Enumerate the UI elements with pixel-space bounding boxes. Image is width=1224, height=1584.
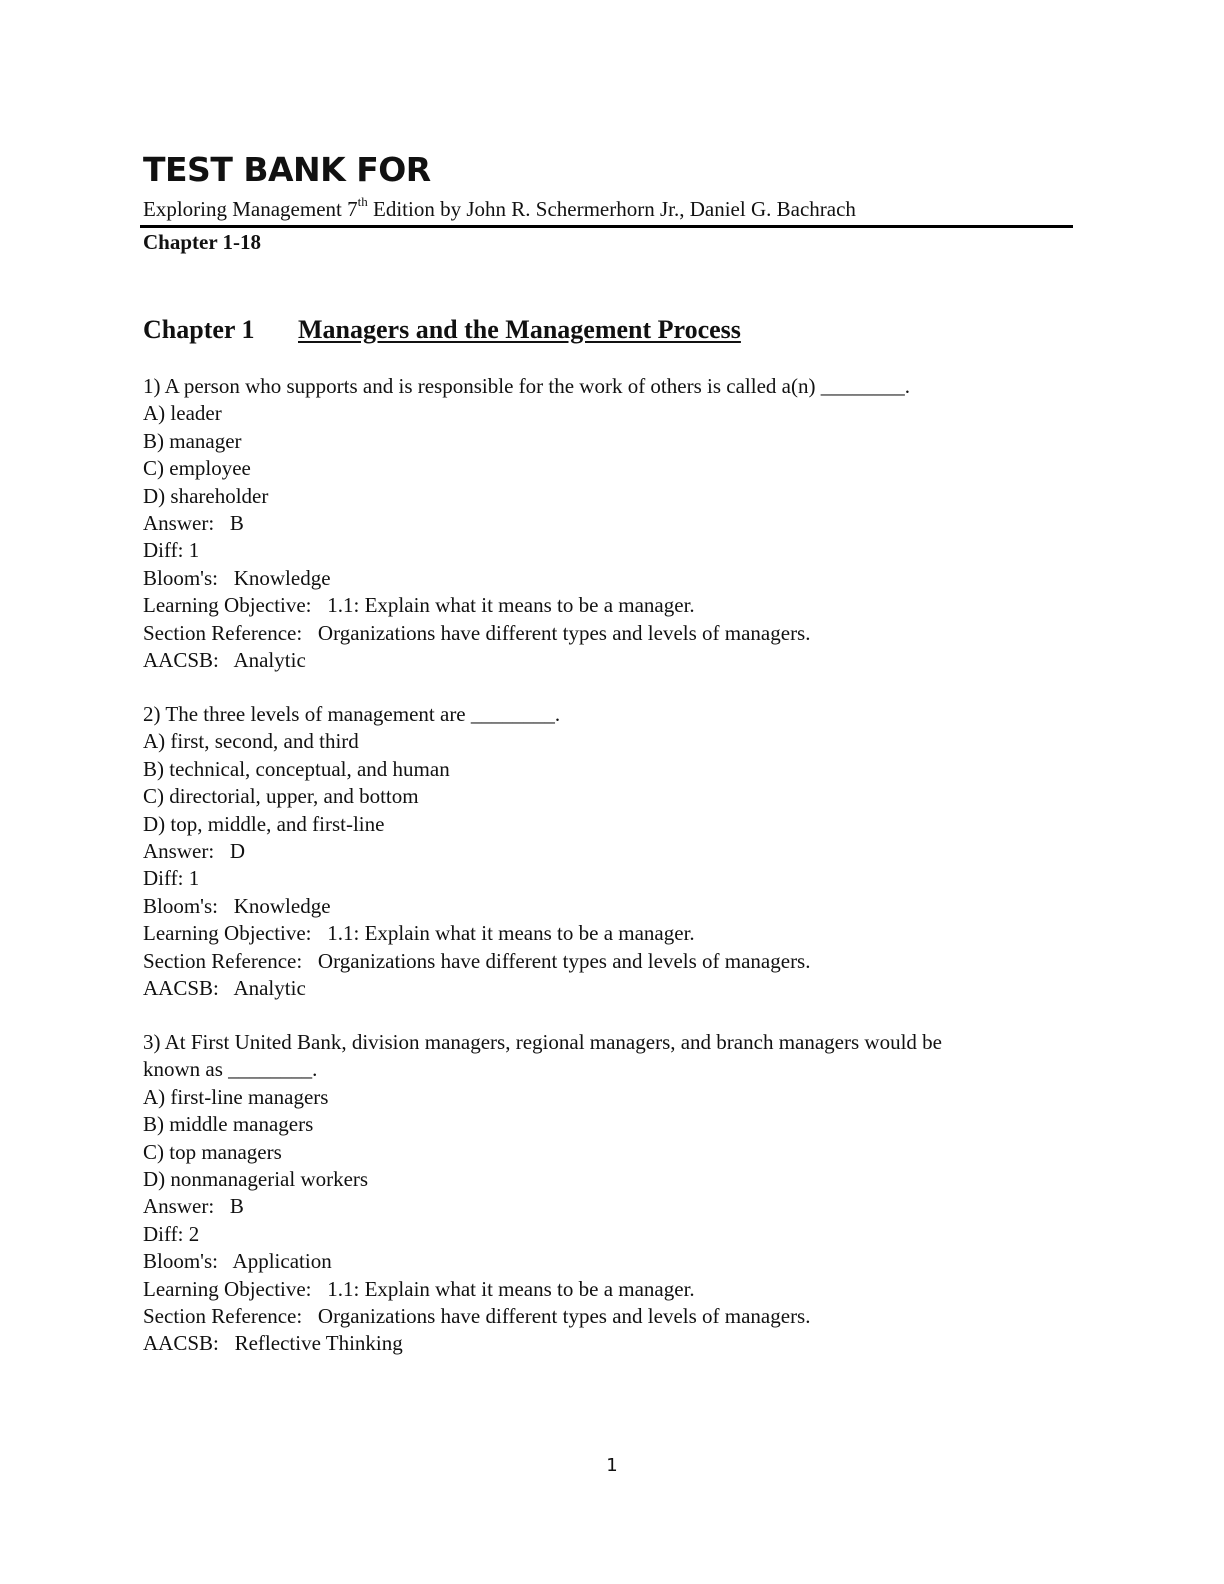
aacsb-tag: AACSB: Reflective Thinking <box>143 1331 403 1356</box>
answer-option: D) nonmanagerial workers <box>143 1167 369 1192</box>
answer-key: Answer: B <box>143 511 244 536</box>
question-stem: 1) A person who supports and is responsible for the work of others is called a(n) ________. <box>143 374 910 398</box>
difficulty: Diff: 1 <box>143 866 200 891</box>
section-reference: Section Reference: Organizations have different types and levels of managers. <box>143 1304 811 1329</box>
answer-option: A) first-line managers <box>143 1084 329 1109</box>
edition-superscript: th <box>357 194 368 209</box>
section-reference: Section Reference: Organizations have different types and levels of managers. <box>143 620 811 645</box>
learning-objective: Learning Objective: 1.1: Explain what it means to be a manager. <box>143 593 695 618</box>
answer-option: C) employee <box>143 456 251 481</box>
chapter-range: Chapter 1-18 <box>143 230 262 254</box>
question-stem: 2) The three levels of management are ________. <box>143 702 561 726</box>
chapter-number: Chapter 1 <box>143 315 255 344</box>
answer-option: C) top managers <box>143 1139 282 1164</box>
blooms-level: Bloom's: Knowledge <box>143 565 331 590</box>
book-subtitle <box>143 196 856 222</box>
learning-objective: Learning Objective: 1.1: Explain what it means to be a manager. <box>143 1276 695 1301</box>
aacsb-tag: AACSB: Analytic <box>143 976 306 1001</box>
question-block <box>143 373 1063 674</box>
answer-key: Answer: D <box>143 839 246 864</box>
answer-key: Answer: B <box>143 1194 244 1219</box>
question-stem: 3) At First United Bank, division managers, regional managers, and branch managers would be <box>143 1030 942 1054</box>
question-block <box>143 701 1063 1002</box>
blooms-level: Bloom's: Application <box>143 1249 332 1274</box>
section-reference: Section Reference: Organizations have different types and levels of managers. <box>143 948 811 973</box>
chapter-title: Managers and the Management Process <box>298 315 741 344</box>
blooms-level: Bloom's: Knowledge <box>143 893 331 918</box>
learning-objective: Learning Objective: 1.1: Explain what it means to be a manager. <box>143 921 695 946</box>
aacsb-tag: AACSB: Analytic <box>143 648 306 673</box>
answer-option: D) top, middle, and first-line <box>143 811 385 836</box>
page-number: 1 <box>606 1455 618 1476</box>
answer-option: C) directorial, upper, and bottom <box>143 784 419 809</box>
subtitle-text: Exploring Management 7 <box>143 197 358 221</box>
answer-option: D) shareholder <box>143 483 269 508</box>
document-title: TEST BANK FOR <box>143 150 431 189</box>
answer-option: B) manager <box>143 428 242 453</box>
difficulty: Diff: 1 <box>143 538 200 563</box>
answer-option: B) middle managers <box>143 1112 314 1137</box>
answer-option: A) first, second, and third <box>143 729 359 754</box>
difficulty: Diff: 2 <box>143 1221 200 1246</box>
question-stem-continued: known as ________. <box>143 1057 318 1082</box>
header-rule <box>140 225 1073 228</box>
answer-option: B) technical, conceptual, and human <box>143 756 450 781</box>
subtitle-authors: Edition by John R. Schermerhorn Jr., Daniel G. Bachrach <box>367 197 856 221</box>
answer-option: A) leader <box>143 401 222 426</box>
chapter-heading <box>143 314 741 346</box>
question-block <box>143 1029 1063 1358</box>
